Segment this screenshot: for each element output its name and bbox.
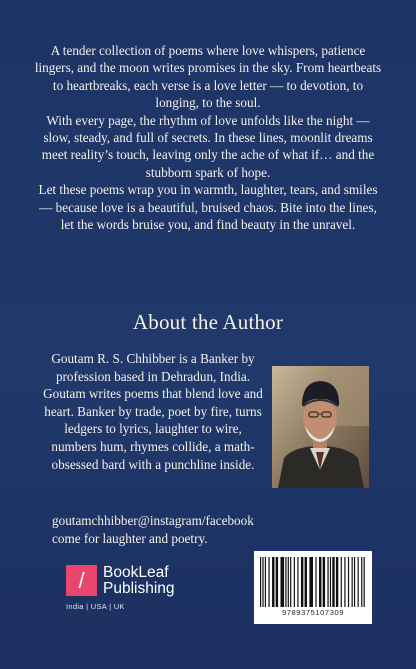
barcode-bar [327, 557, 328, 607]
isbn-barcode [254, 551, 372, 624]
barcode-bar [272, 557, 274, 607]
about-author-heading: About the Author [132, 310, 284, 334]
barcode-bar [315, 557, 316, 607]
barcode-bar [323, 557, 325, 607]
barcode-bar [336, 557, 338, 607]
barcode-bar [285, 557, 286, 607]
barcode-bar [332, 557, 334, 607]
barcode-bar [319, 557, 321, 607]
barcode-bar [309, 557, 313, 607]
barcode-bar [341, 557, 342, 607]
bookleaf-slash-logo-icon: / [66, 565, 97, 596]
book-blurb [34, 42, 382, 233]
author-portrait-photo-icon [272, 366, 369, 488]
barcode-bar [262, 557, 263, 607]
blurb-paragraph-2: With every page, the rhythm of love unfolds like the night — slow, steady, and full of secrets. In these lines, moonlit dreams meet reality’s touch, leaving only the ache of what if… and the stubborn spark of hope. [41, 112, 375, 180]
publisher-logo [66, 565, 236, 617]
barcode-bar [352, 557, 353, 607]
isbn-number: 9789375107309 [281, 608, 345, 617]
social-handle: goutamchhibber@instagram/facebook [52, 513, 254, 528]
contact-tagline: come for laughter and poetry. [52, 530, 208, 546]
barcode-bar [260, 557, 261, 607]
barcode-bar [358, 557, 359, 607]
barcode-bar [305, 557, 307, 607]
barcode-bar [294, 557, 295, 607]
barcode-bar [268, 557, 269, 607]
barcode-bar [276, 557, 278, 607]
barcode-bar [297, 557, 298, 607]
barcode-bar [330, 557, 331, 607]
author-contact [52, 512, 282, 547]
barcode-bar [344, 557, 345, 607]
barcode-bar [265, 557, 266, 607]
barcode-bar [288, 557, 289, 607]
barcode-bar [354, 557, 355, 607]
author-photo [272, 366, 369, 488]
publisher-regions: India | USA | UK [66, 602, 125, 611]
author-bio: Goutam R. S. Chhibber is a Banker by profession based in Dehradun, India. Goutam writes poems that blend love and heart. Banker by trade, poet by fire, turns ledgers to lyrics, laughter to wire, numbers hum, rhymes collide, a math-obsessed bard with a punchline inside. [43, 351, 263, 472]
barcode-bar [348, 557, 349, 607]
barcode-bar [301, 557, 303, 607]
blurb-paragraph-1: A tender collection of poems where love whispers, patience lingers, and the moon writes promises in the sky. From heartbeats to heartbreaks, each verse is a love letter — to devotion, to longing, to the soul. [34, 43, 382, 111]
publisher-name-line1: BookLeaf [103, 564, 169, 581]
barcode-bar [280, 557, 284, 607]
isbn-barcode-icon [260, 557, 366, 607]
publisher-name-line2: Publishing [103, 580, 175, 597]
barcode-bar [364, 557, 365, 607]
blurb-paragraph-3: Let these poems wrap you in warmth, laughter, tears, and smiles — because love is a beautiful, bruised chaos. Bite into the lines, let the words bruise you, and find beauty in the unravel. [38, 182, 378, 233]
barcode-bar [290, 557, 291, 607]
barcode-bar [361, 557, 362, 607]
